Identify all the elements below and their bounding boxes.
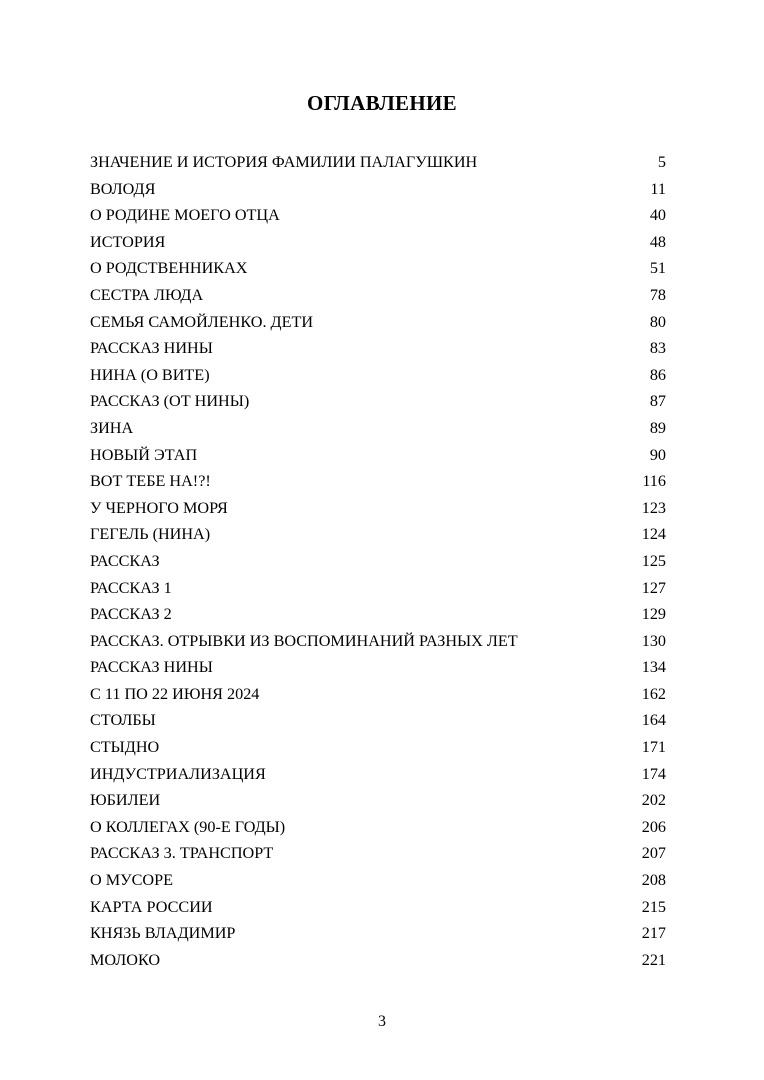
toc-entry-page: 208	[641, 871, 666, 890]
toc-entry-title: РАССКАЗ 1	[90, 578, 172, 597]
toc-entry-title: КНЯЗЬ ВЛАДИМИР	[90, 924, 236, 943]
toc-entry	[90, 761, 666, 788]
toc-entry	[90, 282, 666, 309]
toc-entry	[90, 388, 666, 415]
toc-entry	[90, 415, 666, 442]
toc-entry-title: ГЕГЕЛЬ (НИНА)	[90, 525, 211, 544]
toc-entry	[90, 681, 666, 708]
toc-entry	[90, 495, 666, 522]
toc-entry	[90, 787, 666, 814]
toc-entry-title: ИСТОРИЯ	[90, 232, 166, 251]
toc-entry-title: О КОЛЛЕГАХ (90-Е ГОДЫ)	[90, 817, 286, 836]
toc-entry	[90, 176, 666, 203]
toc-entry-page: 83	[649, 339, 666, 358]
toc-entry-title: ЗИНА	[90, 418, 134, 437]
toc-entry-title: РАССКАЗ. ОТРЫВКИ ИЗ ВОСПОМИНАНИЙ РАЗНЫХ ЛЕТ	[90, 631, 518, 650]
toc-entry	[90, 521, 666, 548]
toc-entry-title: РАССКАЗ НИНЫ	[90, 658, 213, 677]
toc-entry-title: ЮБИЛЕИ	[90, 791, 161, 810]
toc-entry-page: 171	[641, 738, 666, 757]
toc-entry	[90, 468, 666, 495]
toc-entry	[90, 894, 666, 921]
toc-entry-page: 206	[641, 817, 666, 836]
toc-entry	[90, 575, 666, 602]
toc-entry-title: СЕМЬЯ САМОЙЛЕНКО. ДЕТИ	[90, 312, 314, 331]
toc-entry-title: КАРТА РОССИИ	[90, 897, 213, 916]
toc-entry-page: 123	[641, 498, 666, 517]
toc-entry	[90, 442, 666, 469]
toc-entry	[90, 255, 666, 282]
toc-entry-page: 217	[641, 924, 666, 943]
toc-entry-page: 11	[650, 179, 666, 198]
toc-entry-page: 174	[641, 764, 666, 783]
toc-entry	[90, 867, 666, 894]
toc-entry-page: 116	[642, 472, 666, 491]
toc-entry-page: 87	[649, 392, 666, 411]
toc-entry-title: РАССКАЗ	[90, 551, 160, 570]
toc-entry	[90, 202, 666, 229]
page-number: 3	[378, 1013, 386, 1030]
toc-entry	[90, 229, 666, 256]
toc-entry-page: 124	[641, 525, 666, 544]
toc-entry	[90, 601, 666, 628]
toc-entry	[90, 814, 666, 841]
toc-entry-page: 89	[649, 418, 666, 437]
toc-entry-title: НОВЫЙ ЭТАП	[90, 445, 198, 464]
toc-entry-title: ЗНАЧЕНИЕ И ИСТОРИЯ ФАМИЛИИ ПАЛАГУШКИН	[90, 153, 478, 171]
toc-entry-title: НИНА (О ВИТЕ)	[90, 365, 210, 384]
toc-entry-page: 162	[641, 684, 666, 703]
toc-entry	[90, 734, 666, 761]
toc-entry	[90, 149, 666, 176]
toc-entry-page: 164	[641, 711, 666, 730]
toc-heading: ОГЛАВЛЕНИЕ	[307, 91, 457, 115]
toc-entry	[90, 947, 666, 974]
toc-entry-page: 129	[641, 605, 666, 624]
toc-entry-page: 125	[641, 551, 666, 570]
toc-entry-page: 221	[641, 950, 666, 969]
toc-entry-title: СТЫДНО	[90, 738, 160, 757]
toc-entry	[90, 840, 666, 867]
toc-entry-title: РАССКАЗ 3. ТРАНСПОРТ	[90, 844, 274, 863]
toc-entry-page: 5	[657, 153, 666, 171]
toc-entry-title: У ЧЕРНОГО МОРЯ	[90, 498, 228, 517]
toc-entry-page: 80	[649, 312, 666, 331]
toc-entry	[90, 707, 666, 734]
toc-entry-title: РАССКАЗ НИНЫ	[90, 339, 213, 358]
toc-entry-title: ИНДУСТРИАЛИЗАЦИЯ	[90, 764, 266, 783]
toc-entry-page: 51	[649, 259, 666, 278]
toc-entry-page: 215	[641, 897, 666, 916]
toc-entry-page: 130	[641, 631, 666, 650]
toc-entry-title: ВОЛОДЯ	[90, 179, 156, 198]
toc-entry	[90, 654, 666, 681]
toc-entry-title: СЕСТРА ЛЮДА	[90, 285, 204, 304]
toc-entry	[90, 335, 666, 362]
toc-entry-title: СТОЛБЫ	[90, 711, 156, 730]
toc-entry-page: 86	[649, 365, 666, 384]
toc-entry-page: 40	[649, 206, 666, 225]
toc-entry-title: О РОДСТВЕННИКАХ	[90, 259, 248, 278]
toc-entry	[90, 628, 666, 655]
toc-list	[90, 149, 666, 973]
toc-entry-title: РАССКАЗ 2	[90, 605, 172, 624]
toc-entry-title: С 11 ПО 22 ИЮНЯ 2024	[90, 684, 260, 703]
toc-entry-page: 202	[641, 791, 666, 810]
toc-entry-title: О МУСОРЕ	[90, 871, 173, 890]
toc-entry-title: МОЛОКО	[90, 950, 161, 969]
toc-entry-title: О РОДИНЕ МОЕГО ОТЦА	[90, 206, 280, 225]
toc-entry-title: РАССКАЗ (ОТ НИНЫ)	[90, 392, 250, 411]
toc-entry-page: 90	[649, 445, 666, 464]
toc-entry-page: 134	[641, 658, 666, 677]
toc-entry	[90, 548, 666, 575]
toc-entry	[90, 362, 666, 389]
toc-entry-page: 78	[649, 285, 666, 304]
toc-entry-page: 207	[641, 844, 666, 863]
toc-entry	[90, 309, 666, 336]
toc-entry	[90, 920, 666, 947]
toc-entry-title: ВОТ ТЕБЕ НА!?!	[90, 472, 211, 491]
toc-entry-page: 127	[641, 578, 666, 597]
toc-entry-page: 48	[649, 232, 666, 251]
